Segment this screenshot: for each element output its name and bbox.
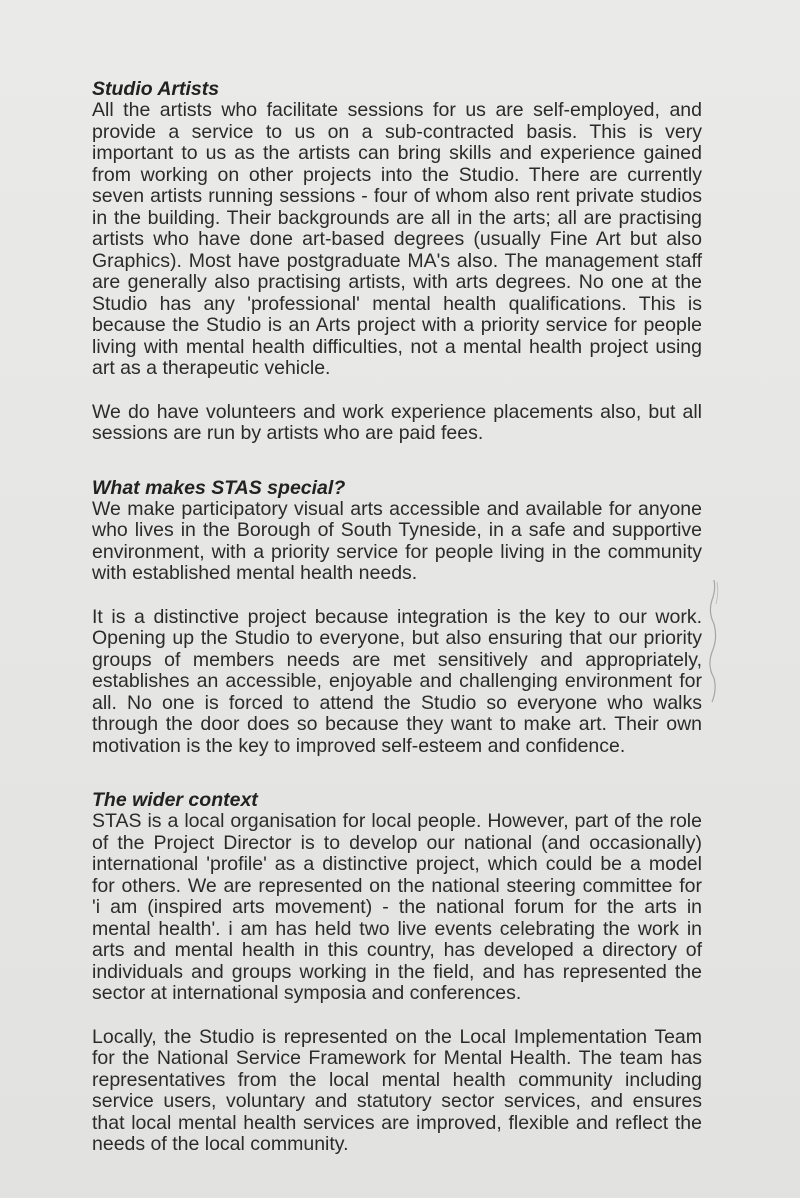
- paragraph: All the artists who facilitate sessions for us are self-employed, and provide a service to us on a sub-contracted basis. This is very important to us as the artists can bring skills and experience gained from working on other projects into the Studio. There are currently seven artists running sessions - four of whom also rent private studios in the building. Their backgrounds are all in the arts; all are practising artists who have done art-based degrees (usually Fine Art but also Graphics). Most have postgraduate MA's also. The management staff are generally also practising artists, with arts degrees. No one at the Studio has any 'professional' mental health qualifications. This is because the Studio is an Arts project with a priority service for people living with mental health difficulties, not a mental health project using art as a therapeutic vehicle.: [92, 99, 702, 379]
- paragraph: We make participatory visual arts accessible and available for anyone who lives in the Borough of South Tyneside, in a safe and supportive environment, with a priority service for people living in the community with established mental health needs.: [92, 497, 702, 584]
- section-heading: The wider context: [92, 789, 258, 811]
- paragraph: It is a distinctive project because integration is the key to our work. Opening up the Studio to everyone, but also ensuring that our priority groups of members needs are met sensitively and appropriately, establishes an accessible, enjoyable and challenging environment for all. No one is forced to attend the Studio so everyone who walks through the door does so because they want to make art. Their own motivation is the key to improved self-esteem and confidence.: [92, 605, 702, 757]
- paragraph: Locally, the Studio is represented on the Local Implementation Team for the National Service Framework for Mental Health. The team has representatives from the local mental health community including service users, voluntary and statutory sector services, and ensures that local mental health services are improved, flexible and reflect the needs of the local community.: [92, 1025, 702, 1155]
- section-studio-artists: [92, 78, 702, 445]
- section-what-makes-stas-special: [92, 477, 702, 758]
- section-heading: Studio Artists: [92, 78, 220, 100]
- section-wider-context: [92, 789, 702, 1156]
- section-heading: What makes STAS special?: [92, 476, 346, 499]
- document-body: [92, 78, 702, 1156]
- paragraph: We do have volunteers and work experience placements also, but all sessions are run by artists who are paid fees.: [92, 400, 702, 444]
- margin-bracket-mark: [702, 578, 722, 708]
- paragraph: STAS is a local organisation for local people. However, part of the role of the Project Director is to develop our national (and occasionally) international 'profile' as a distinctive project, which could be a model for others. We are represented on the national steering committee for 'i am (inspired arts movement) - the national forum for the arts in mental health'. i am has held two live events celebrating the work in arts and mental health in this country, has developed a directory of individuals and groups working in the field, and has represented the sector at international symposia and conferences.: [92, 810, 702, 1004]
